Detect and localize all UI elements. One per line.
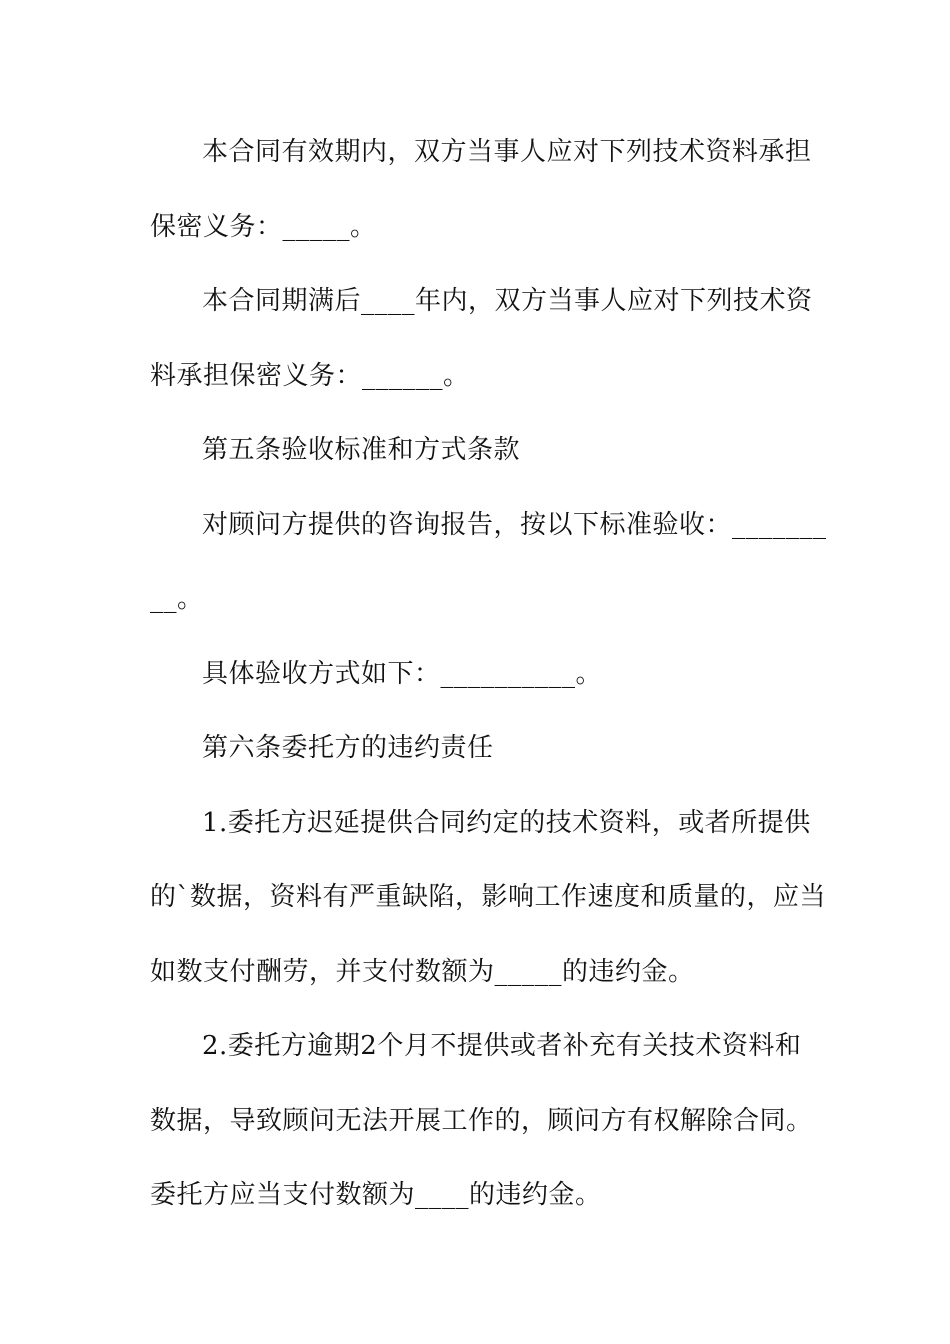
paragraph-line-7: __。 [150, 584, 204, 614]
paragraph-line-13: 2.委托方逾期2个月不提供或者补充有关技术资料和 [202, 1031, 802, 1061]
paragraph-line-10: 1.委托方迟延提供合同约定的技术资料，或者所提供 [202, 808, 811, 838]
section-heading-6: 第六条委托方的违约责任 [202, 733, 494, 763]
paragraph-line-15: 委托方应当支付数额为____的违约金。 [150, 1180, 602, 1210]
paragraph-line-11: 的`数据，资料有严重缺陷，影响工作速度和质量的，应当 [150, 882, 827, 912]
paragraph-line-2: 保密义务：_____。 [150, 212, 377, 242]
paragraph-line-14: 数据，导致顾问无法开展工作的，顾问方有权解除合同。 [150, 1106, 813, 1136]
section-heading-5: 第五条验收标准和方式条款 [202, 435, 521, 465]
paragraph-line-1: 本合同有效期内，双方当事人应对下列技术资料承担 [202, 137, 812, 167]
paragraph-line-4: 料承担保密义务：______。 [150, 361, 470, 391]
paragraph-line-8: 具体验收方式如下：__________。 [202, 659, 603, 689]
paragraph-line-12: 如数支付酬劳，并支付数额为_____的违约金。 [150, 957, 695, 987]
paragraph-line-6: 对顾问方提供的咨询报告，按以下标准验收：_______ [202, 510, 827, 540]
paragraph-line-3: 本合同期满后____年内，双方当事人应对下列技术资 [202, 286, 813, 316]
